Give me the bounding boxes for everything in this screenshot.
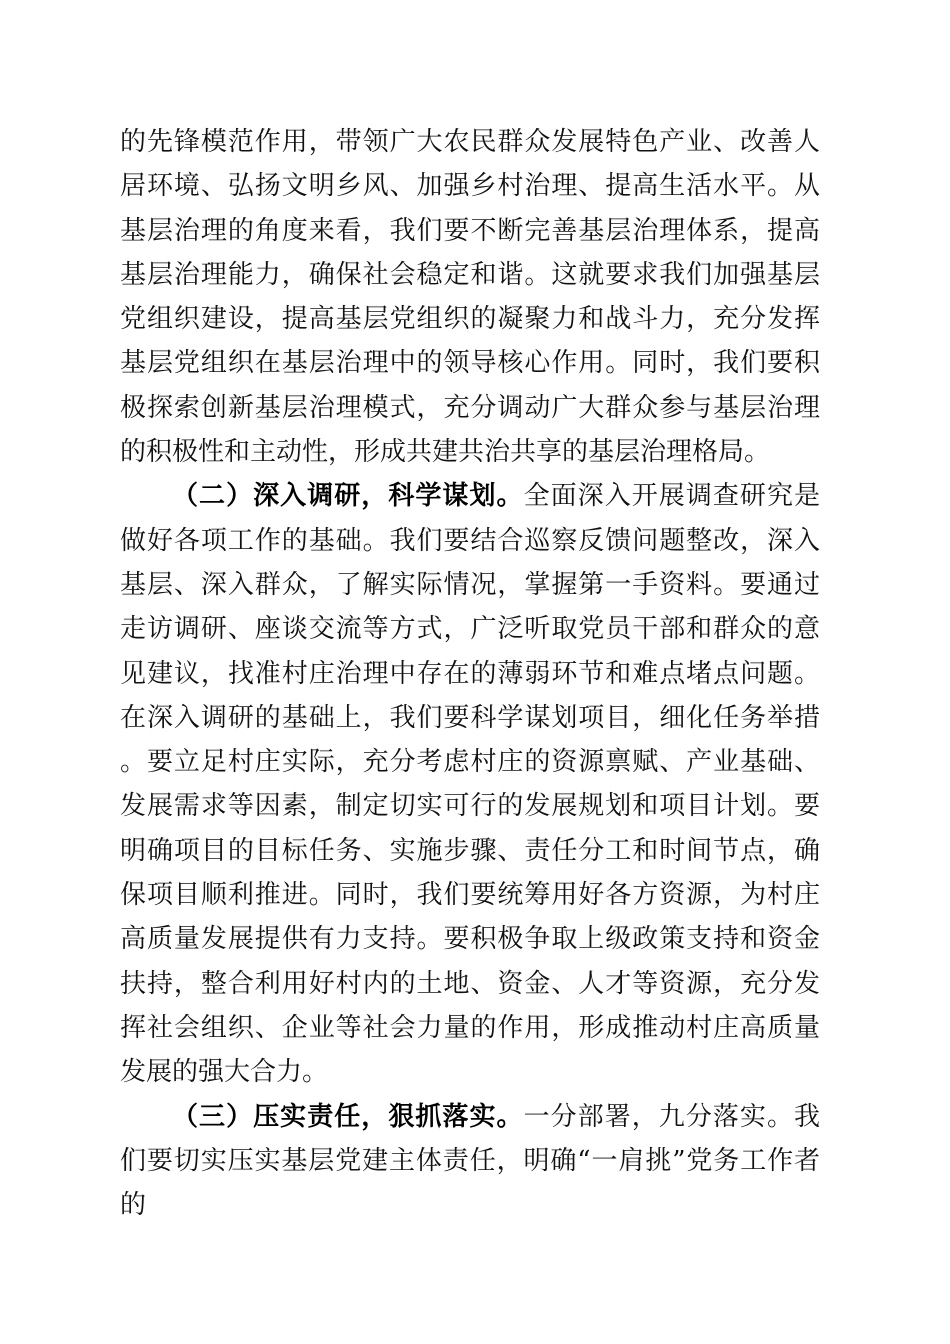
section-3-body: 一分部署，九分落实。我们要切实压实基层党建主体责任，明确“一肩挑”党务工作者的 [120, 1101, 820, 1221]
section-3-heading: （三）压实责任，狠抓落实。 [172, 1101, 524, 1132]
paragraph-continued: 的先锋模范作用，带领广大农民群众发展特色产业、改善人居环境、弘扬文明乡风、加强乡村治理、提高生活水平。从基层治理的角度来看，我们要不断完善基层治理体系，提高基层治理能力，确保社会稳定和谐。这就要求我们加强基层党组织建设，提高基层党组织的凝聚力和战斗力，充分发挥基层党组织在基层治理中的领导核心作用。同时，我们要积极探索创新基层治理模式，充分调动广大群众参与基层治理的积极性和主动性，形成共建共治共享的基层治理格局。 [120, 127, 820, 468]
paragraph-section-3 [120, 1095, 820, 1228]
paragraph-section-2 [120, 474, 820, 1094]
section-2-body: 全面深入开展调查研究是做好各项工作的基础。我们要结合巡察反馈问题整改，深入基层、深入群众，了解实际情况，掌握第一手资料。要通过走访调研、座谈交流等方式，广泛听取党员干部和群众的意见建议，找准村庄治理中存在的薄弱环节和难点堵点问题。在深入调研的基础上，我们要科学谋划项目，细化任务举措。要立足村庄实际，充分考虑村庄的资源禀赋、产业基础、发展需求等因素，制定切实可行的发展规划和项目计划。要明确项目的目标任务、实施步骤、责任分工和时间节点，确保项目顺利推进。同时，我们要统筹用好各方资源，为村庄高质量发展提供有力支持。要积极争取上级政策支持和资金扶持，整合利用好村内的土地、资金、人才等资源，充分发挥社会组织、企业等社会力量的作用，形成推动村庄高质量发展的强大合力。 [120, 481, 820, 1088]
document-body [120, 120, 820, 1227]
section-2-heading: （二）深入调研，科学谋划。 [172, 481, 524, 512]
